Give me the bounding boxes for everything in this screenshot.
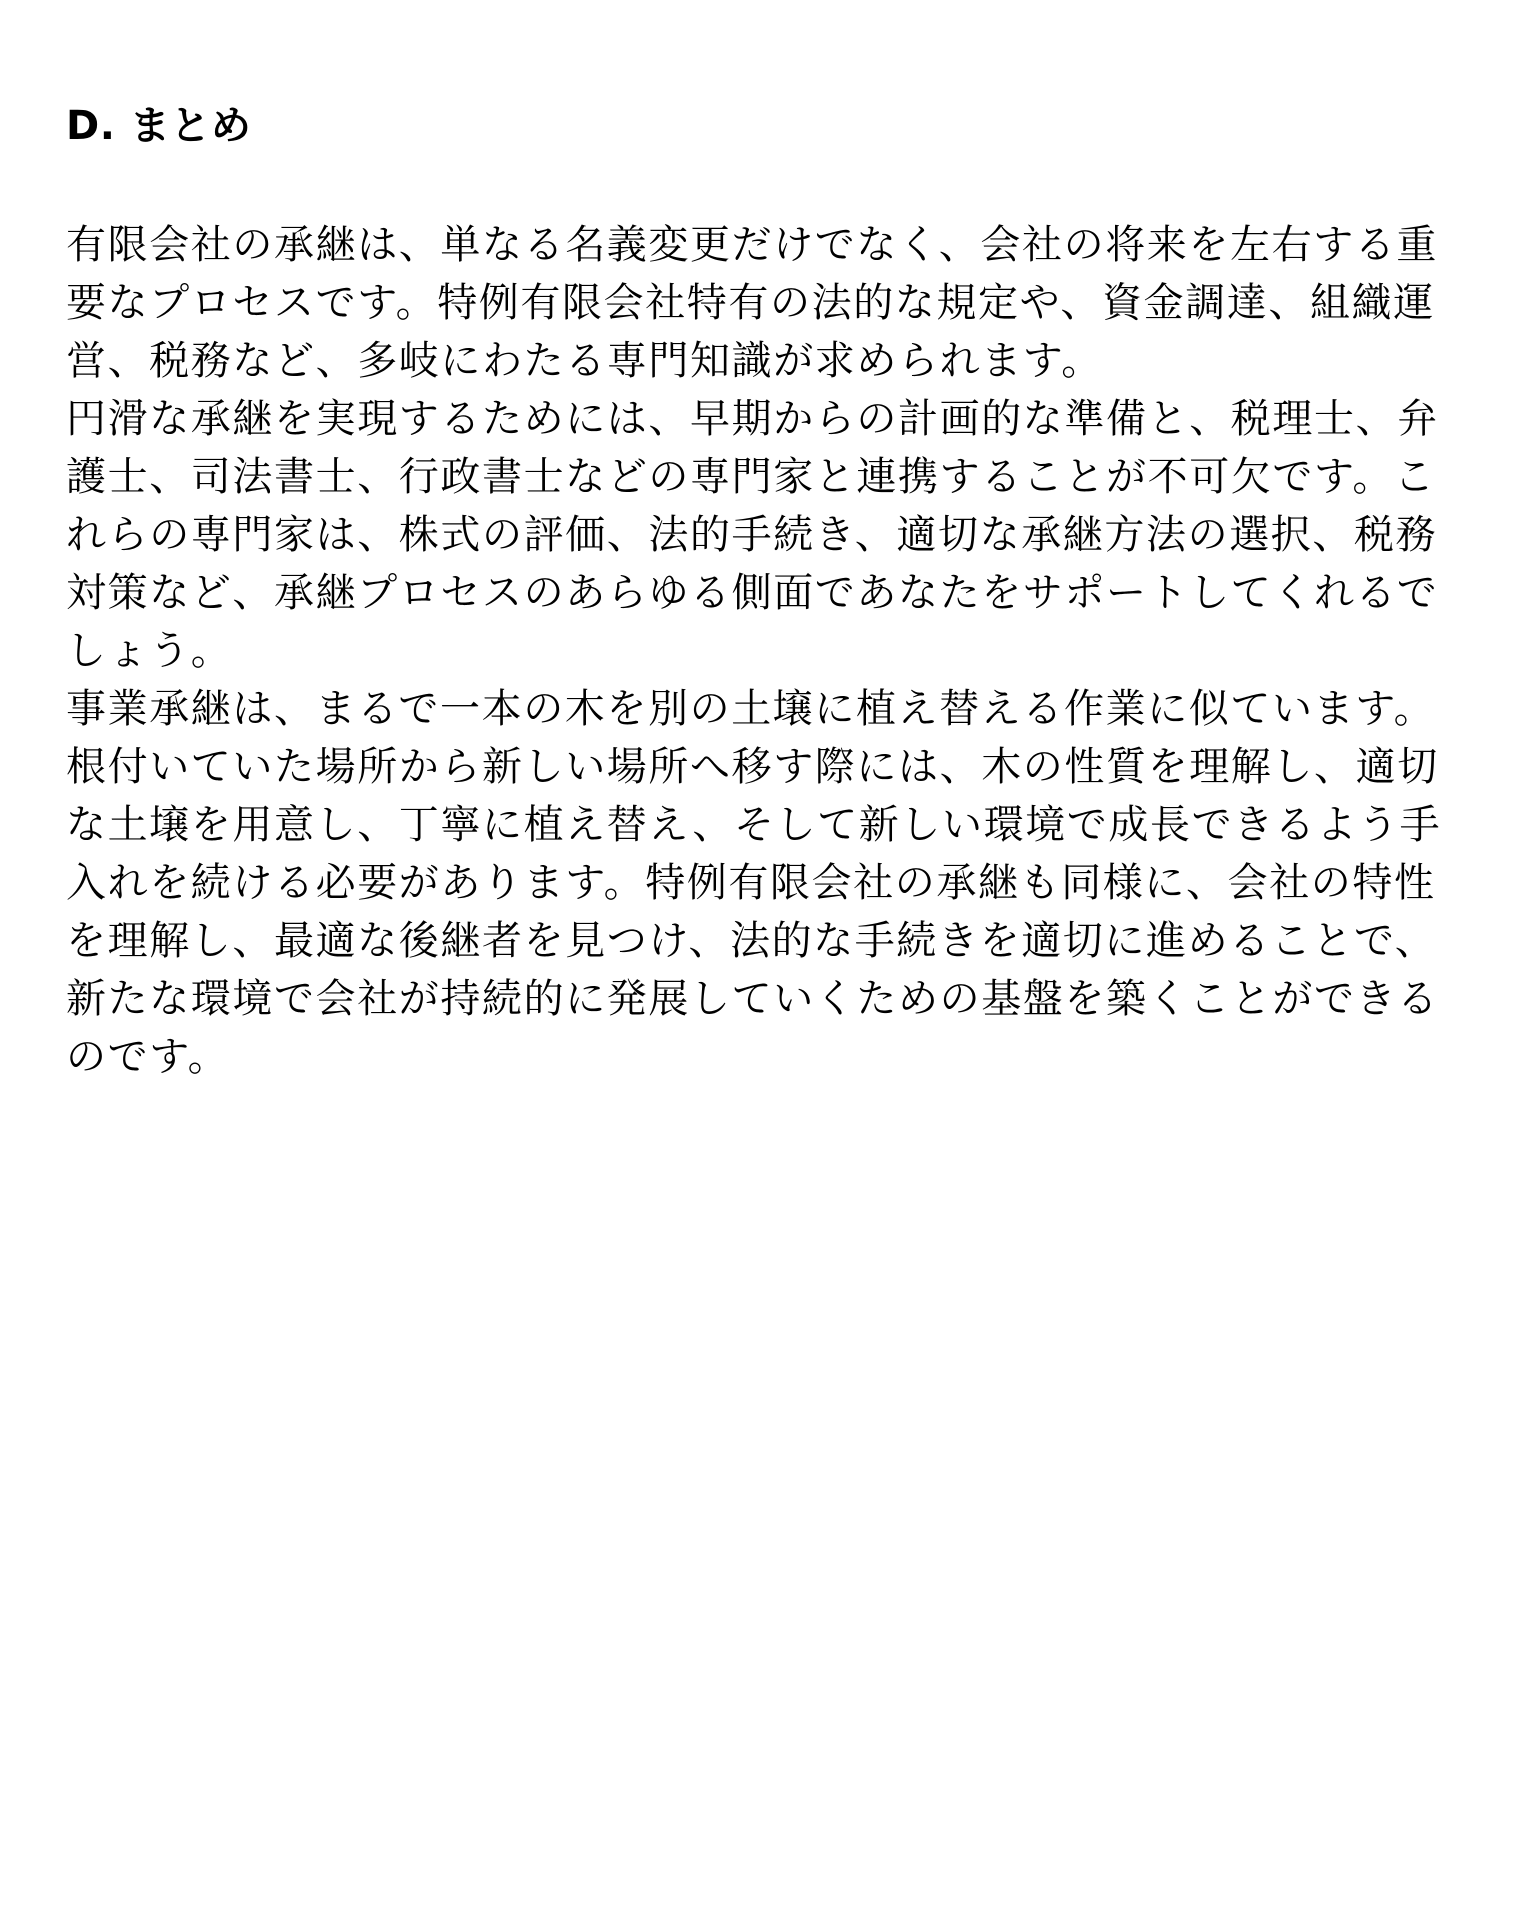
paragraph: 円滑な承継を実現するためには、早期からの計画的な準備と、税理士、弁護士、司法書士、行政書士などの専門家と連携することが不可欠です。これらの専門家は、株式の評価、法的手続き、適切な承継方法の選択、税務対策など、承継プロセスのあらゆる側面であなたをサポートしてくれるでしょう。 — [66, 396, 1439, 674]
document-page — [66, 98, 1470, 1086]
section-body — [66, 216, 1470, 1086]
section-heading: D. まとめ — [66, 103, 252, 149]
paragraph: 事業承継は、まるで一本の木を別の土壌に植え替える作業に似ています。根付いていた場所から新しい場所へ移す際には、木の性質を理解し、適切な土壌を用意し、丁寧に植え替え、そして新しい環境で成長できるよう手入れを続ける必要があります。特例有限会社の承継も同様に、会社の特性を理解し、最適な後継者を見つけ、法的な手続きを適切に進めることで、新たな環境で会社が持続的に発展していくための基盤を築くことができるのです。 — [66, 686, 1442, 1080]
paragraph: 有限会社の承継は、単なる名義変更だけでなく、会社の将来を左右する重要なプロセスです。特例有限会社特有の法的な規定や、資金調達、組織運営、税務など、多岐にわたる専門知識が求められます。 — [66, 222, 1438, 384]
